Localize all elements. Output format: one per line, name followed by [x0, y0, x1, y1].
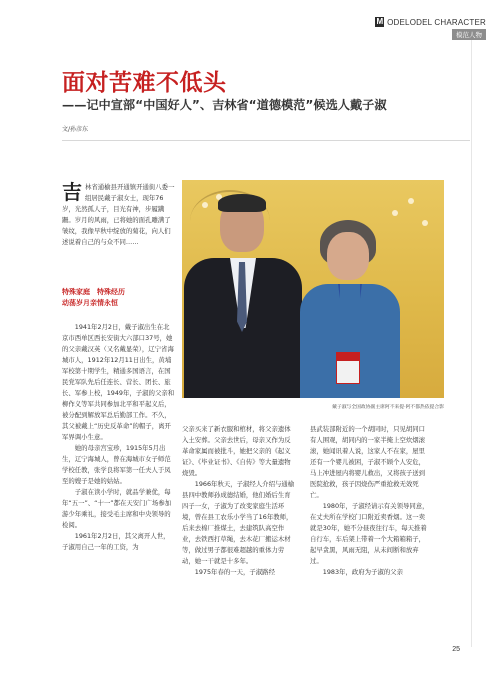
photo-badge — [336, 352, 360, 384]
section-subhead — [62, 287, 175, 309]
body-paragraph: 1961年2月2日，其父离开人世，子淑用自己一年的工资，为 — [62, 532, 170, 551]
body-paragraph: 子淑在读小学时，就品学兼优，每年“五一”、“十一”都在天安门广场参加游少年乘礼，接受毛主席和中央领导的检阅。 — [62, 488, 172, 529]
body-column-3 — [310, 424, 430, 578]
photo-caption: 戴子淑与全国政协副主席阿不来提·阿不都热依提合影 — [332, 405, 444, 410]
subhead-line-1: 特殊家庭 特殊经历 — [62, 288, 125, 296]
article-author: 文/孙彦东 — [62, 126, 89, 133]
section-name-cn: 模范人物 — [452, 29, 486, 40]
body-column-2 — [182, 424, 295, 578]
subhead-line-2: 动荡岁月亲情永恒 — [62, 299, 118, 307]
body-paragraph: 1975年春的一天，子淑路经 — [194, 568, 275, 576]
article-subtitle: ——记中宣部“中国好人”、吉林省“道德模范”候选人戴子淑 — [62, 98, 387, 112]
photo-backdrop-flower — [422, 220, 428, 226]
body-paragraph: 1966年秋天，子淑经人介绍与通榆县四中教师孙成德结婚，他们婚后生育四子一女，子淑为了改变家庭生活环境，曾在县工农乐小学当了16年教师，后来去棉厂推煤土，去建筑队高空作业，去铁西打草绳，去木花厂搬运木材等，做过男子都很难超越的重体力劳动，她一干就是十多年。 — [182, 480, 295, 565]
body-paragraph: 1980年，子淑经请示有关领导同意，在丈夫所在学校门口附近卖香烟。这一卖就是30年，她不分昼夜往行车，每天推着自行车，车后架上带着一个大箱箱箱子，起早贪黑，风雨无阻，从未间断和放弃过。 — [310, 502, 429, 565]
body-paragraph: 她的母亲宫宝珍，1915年5月出生，辽宁海城人，曾在海城市女子师范学校任教，张学良将军第一任夫人于凤至的嫂子是她的姑姑。 — [62, 444, 171, 485]
body-column-1 — [62, 322, 175, 553]
article-title: 面对苦难不低头 — [62, 70, 227, 96]
section-name-en: ODELODEL CHARACTER — [387, 17, 486, 27]
magazine-logo: M — [376, 17, 384, 26]
lead-paragraph — [62, 182, 175, 248]
lead-text: 林省通榆县开通镇开通街八委一组居民戴子淑女士，现年76岁，光然孤人子，目光有神，步履蹒跚。岁月的风雨，已将她的面孔雕满了皱纹，我像早秋中绽放的菊花，向人们述说着自己的与众不同…… — [62, 183, 175, 246]
article-photo — [182, 180, 444, 398]
photo-backdrop-flower — [408, 198, 414, 204]
body-paragraph: 县武装部附近的一个胡同时，只见胡同口有人围观，胡同内的一家半掩上空炊烟滚滚，她闻讯着人说，这家人不在家，屋里还有一个婴儿被困，子淑不顾个人安危，马上冲进屋内将婴儿救出，又将孩子送到医院抢救，孩子因烧伤严重抢救无效死亡。 — [310, 425, 426, 499]
body-paragraph: 父亲买来了新衣服和棺材，将父亲遗体入土安葬。父亲去世后，母亲又作为反革命家属而被批斗，她把父亲的《起义证》、《毕业证书》、《自传》等大量遗物烧毁。 — [182, 425, 291, 477]
photo-backdrop-flower — [392, 210, 398, 216]
photo-woman-face — [327, 232, 369, 280]
title-divider — [62, 140, 470, 141]
drop-cap: 吉 — [62, 180, 82, 204]
section-header — [375, 17, 486, 39]
page-number: 25 — [452, 646, 460, 653]
body-paragraph: 1941年2月2日，戴子淑出生在北京市西单区西长安街大六部口37号，她的父亲戴汉英（又名戴显荣），辽宁省海城市人，1912年12月11日出生，黄埔军校第十期学生，精通多国语言，在国民党军队先后任连长、营长、团长、旅长、军参上校，1949年，子淑的父亲和柳作义等军共同参加北平和平起义后，被分配到解放军总后勤部工作。不久，其父被戴上“历史反革命”的帽子，离开军界调小生意。 — [62, 323, 175, 441]
photo-backdrop-flower — [202, 202, 208, 208]
side-rule — [471, 30, 472, 647]
photo-man-hair — [218, 194, 266, 212]
body-paragraph: 1983年，政府为子淑的父亲 — [322, 568, 403, 576]
